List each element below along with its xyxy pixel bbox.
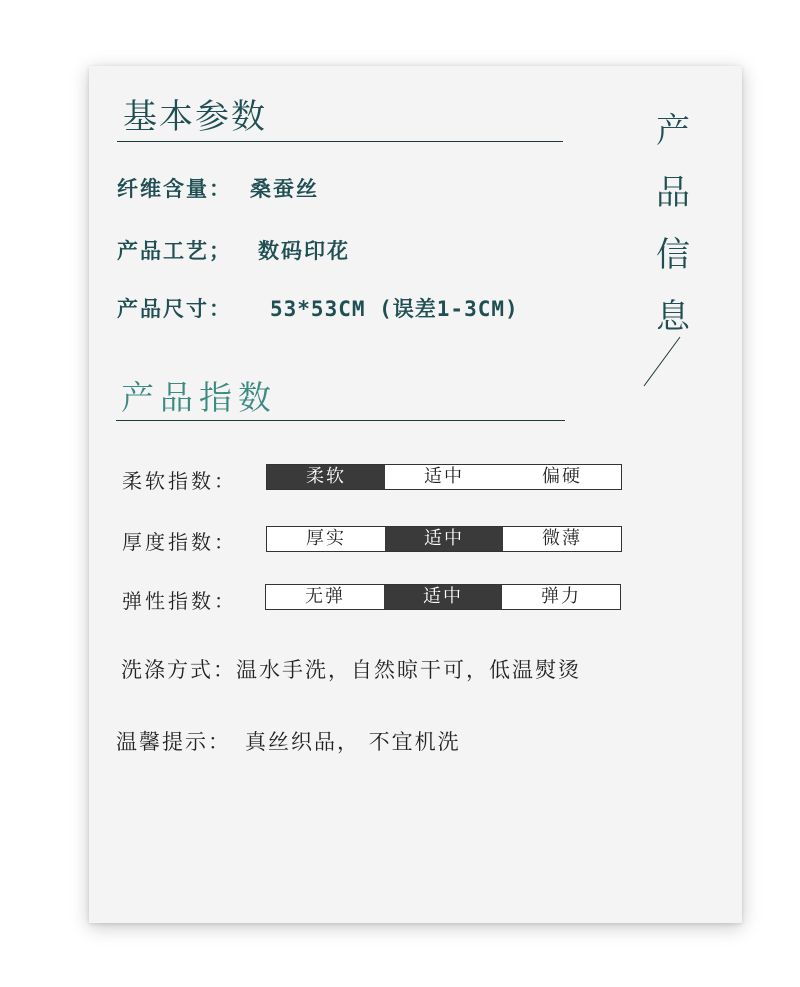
softness-scale (266, 464, 622, 490)
thickness-option: 微薄 (542, 528, 582, 549)
craft-label: 产品工艺； (117, 239, 232, 263)
size-label: 产品尺寸： (117, 297, 232, 321)
product-index-divider (116, 420, 565, 421)
care-tip (116, 732, 461, 753)
craft-row (117, 241, 350, 262)
basic-params-divider (117, 141, 563, 142)
care-tip-value: 真丝织品， 不宜机洗 (245, 730, 461, 754)
fiber-content-row (117, 179, 319, 200)
fiber-content-label: 纤维含量： (117, 177, 232, 201)
washing-method: 洗涤方式：温水手洗，自然晾干可，低温熨烫 (121, 658, 581, 682)
elasticity-option: 无弹 (305, 586, 345, 607)
decorative-slash (642, 336, 682, 388)
care-tip-label: 温馨提示： (116, 730, 231, 754)
elasticity-option: 弹力 (541, 586, 581, 607)
softness-option: 柔软 (267, 465, 385, 489)
thickness-index-label: 厚度指数： (122, 530, 237, 554)
softness-option: 偏硬 (542, 466, 582, 487)
thickness-option: 适中 (385, 527, 503, 551)
elasticity-scale (265, 584, 621, 610)
softness-index-label: 柔软指数： (122, 469, 237, 493)
size-row (117, 299, 519, 320)
size-value: 53*53CM (误差1-3CM) (270, 297, 519, 321)
elasticity-option: 适中 (384, 585, 502, 609)
product-info-card (89, 66, 742, 923)
thickness-scale (266, 526, 622, 552)
basic-params-title: 基本参数 (123, 97, 267, 137)
vertical-char: 息 (656, 297, 690, 337)
fiber-content-value: 桑蚕丝 (250, 177, 319, 201)
vertical-char: 产 (656, 111, 690, 151)
elasticity-index-label: 弹性指数： (122, 589, 237, 613)
vertical-char: 品 (656, 173, 690, 213)
softness-option: 适中 (424, 466, 464, 487)
vertical-char: 信 (656, 235, 690, 275)
product-info-vertical-label (651, 100, 695, 348)
craft-value: 数码印花 (258, 239, 350, 263)
thickness-option: 厚实 (306, 528, 346, 549)
product-index-title: 产品指数 (121, 378, 277, 417)
